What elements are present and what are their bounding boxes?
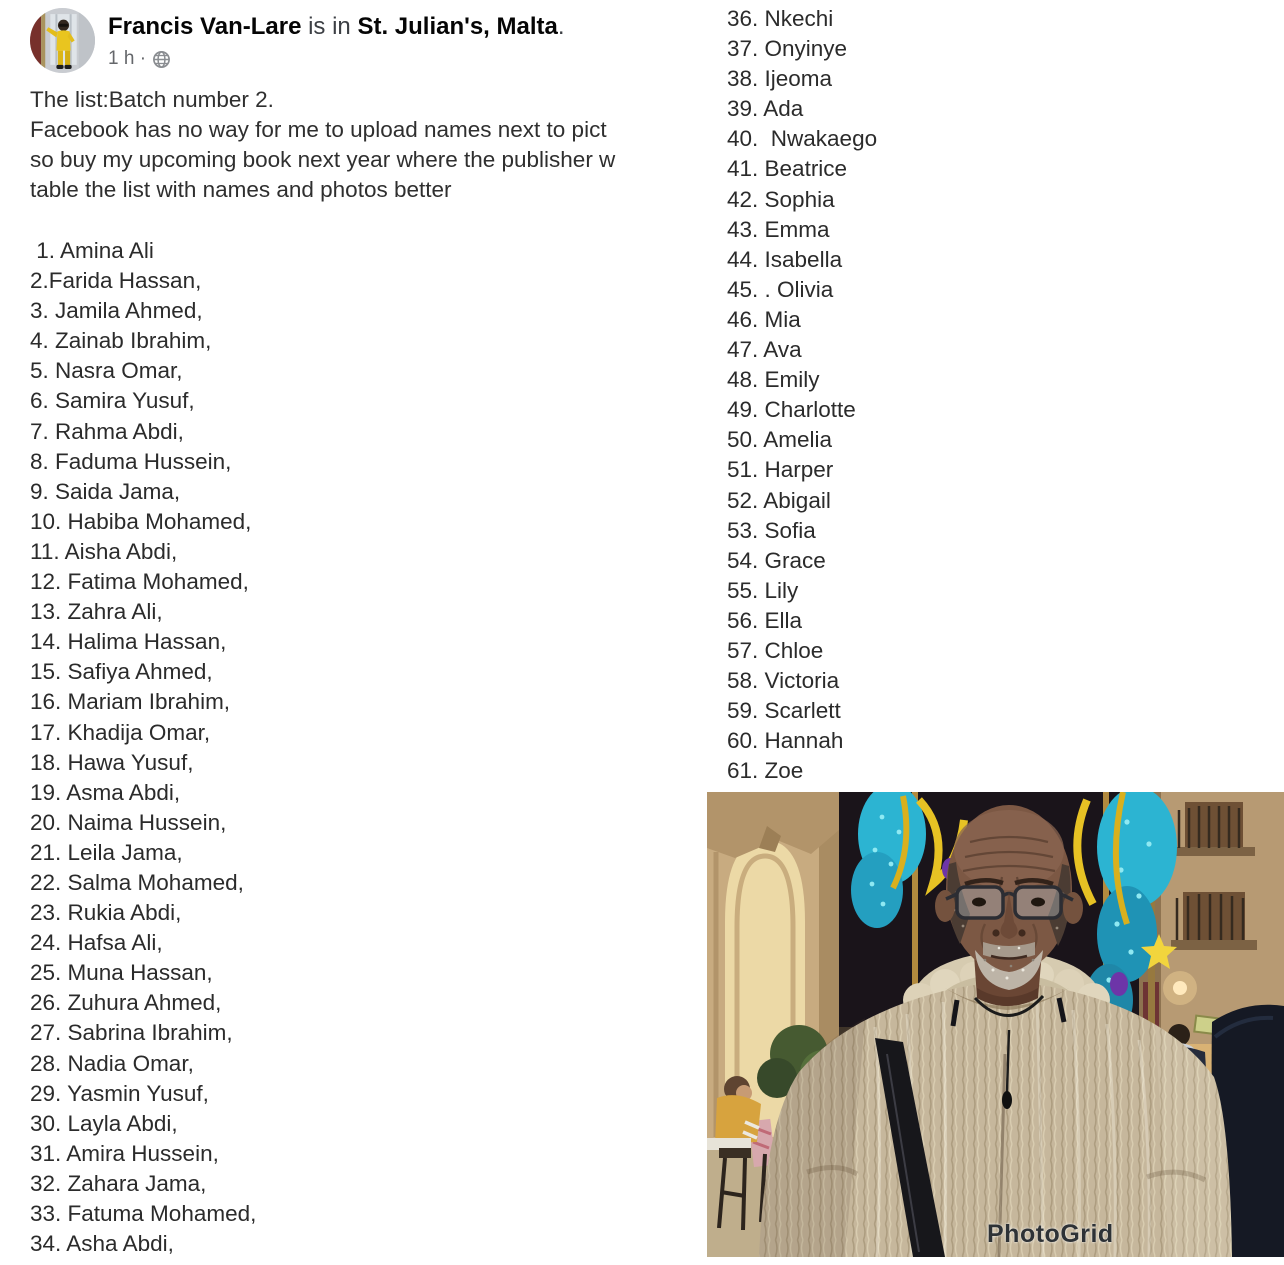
list-item: 54. Grace: [727, 547, 826, 573]
body-text-line: Facebook has no way for me to upload names next to pict: [30, 117, 607, 142]
list-item: 51. Harper: [727, 457, 834, 483]
list-item: 39. Ada: [727, 96, 804, 122]
list-item: 55. Lily: [727, 577, 799, 603]
list-item: 43. Emma: [727, 216, 830, 242]
list-item: 47. Ava: [727, 337, 802, 363]
list-item: 59. Scarlett: [727, 698, 841, 724]
list-item: 53. Sofia: [727, 517, 816, 543]
list-item: 42. Sophia: [727, 186, 835, 212]
list-item: 9. Saida Jama,: [30, 478, 181, 504]
list-item: 20. Naima Hussein,: [30, 809, 227, 835]
list-item: 22. Salma Mohamed,: [30, 869, 244, 895]
list-item: 50. Amelia: [727, 427, 833, 453]
list-item: 6. Samira Yusuf,: [30, 388, 195, 414]
list-item: 17. Khadija Omar,: [30, 719, 211, 745]
list-item: 8. Faduma Hussein,: [30, 448, 232, 474]
body-text-line: so buy my upcoming book next year where the publisher w: [30, 147, 616, 172]
list-item: 37. Onyinye: [727, 36, 848, 62]
list-item: 19. Asma Abdi,: [30, 779, 181, 805]
list-item: 60. Hannah: [727, 728, 844, 754]
post-title-line: [108, 13, 565, 41]
list-item: 24. Hafsa Ali,: [30, 930, 163, 956]
list-item: 26. Zuhura Ahmed,: [30, 990, 222, 1016]
timestamp[interactable]: 1 h ·: [108, 48, 147, 69]
list-item: 23. Rukia Abdi,: [30, 900, 182, 926]
list-item: 27. Sabrina Ibrahim,: [30, 1020, 233, 1046]
list-item: 44. Isabella: [727, 246, 843, 272]
list-item: 14. Halima Hassan,: [30, 629, 227, 655]
post-header: [30, 8, 565, 73]
name-list-left: [30, 236, 650, 1259]
list-item: 56. Ella: [727, 607, 803, 633]
list-item: 33. Fatuma Mohamed,: [30, 1201, 257, 1226]
list-item: 18. Hawa Yusuf,: [30, 749, 194, 775]
list-item: 31. Amira Hussein,: [30, 1140, 219, 1166]
list-item: 3. Jamila Ahmed,: [30, 298, 203, 324]
list-item: 2.Farida Hassan,: [30, 268, 202, 294]
body-text-line: The list:Batch number 2.: [30, 87, 274, 112]
photogrid-watermark: PhotoGrid: [987, 1220, 1114, 1248]
list-item: 28. Nadia Omar,: [30, 1050, 194, 1076]
list-item: 49. Charlotte: [727, 397, 856, 423]
list-item: 45. . Olivia: [727, 276, 834, 302]
list-item: 32. Zahara Jama,: [30, 1170, 207, 1196]
list-item: 15. Safiya Ahmed,: [30, 659, 213, 685]
street-photo-illustration: [707, 792, 1284, 1257]
list-item: 25. Muna Hassan,: [30, 960, 213, 986]
list-item: 38. Ijeoma: [727, 66, 833, 92]
list-item: 21. Leila Jama,: [30, 839, 183, 865]
post-body-text: [30, 85, 642, 205]
list-item: 16. Mariam Ibrahim,: [30, 689, 231, 715]
list-item: 36. Nkechi: [727, 6, 834, 31]
list-item: 48. Emily: [727, 367, 820, 393]
list-item: 61. Zoe: [727, 758, 804, 784]
globe-icon: [152, 50, 171, 69]
list-item: 12. Fatima Mohamed,: [30, 569, 249, 595]
list-item: 5. Nasra Omar,: [30, 358, 183, 384]
list-item: 7. Rahma Abdi,: [30, 418, 184, 444]
attached-photo[interactable]: [707, 792, 1284, 1257]
list-item: 4. Zainab Ibrahim,: [30, 328, 212, 354]
list-item: 10. Habiba Mohamed,: [30, 508, 252, 534]
list-item: 34. Asha Abdi,: [30, 1231, 174, 1257]
list-item: 52. Abigail: [727, 487, 831, 513]
avatar[interactable]: [30, 8, 95, 73]
name-list-right: [727, 4, 1267, 786]
list-item: 57. Chloe: [727, 637, 824, 663]
list-item: 58. Victoria: [727, 668, 840, 694]
list-item: 40. Nwakaego: [727, 126, 878, 152]
list-item: 46. Mia: [727, 306, 801, 332]
header-period: .: [557, 13, 565, 40]
location-link[interactable]: St. Julian's, Malta: [357, 13, 558, 40]
list-item: 30. Layla Abdi,: [30, 1110, 178, 1136]
list-item: 29. Yasmin Yusuf,: [30, 1080, 209, 1106]
list-item: 13. Zahra Ali,: [30, 599, 163, 625]
avatar-image: [30, 8, 95, 73]
header-connector-text: is in: [301, 13, 358, 40]
list-item: 11. Aisha Abdi,: [30, 538, 178, 564]
list-item: 41. Beatrice: [727, 156, 848, 182]
body-text-line: table the list with names and photos better: [30, 177, 452, 202]
author-name-link[interactable]: Francis Van-Lare: [108, 13, 302, 40]
list-item: 1. Amina Ali: [30, 238, 154, 263]
